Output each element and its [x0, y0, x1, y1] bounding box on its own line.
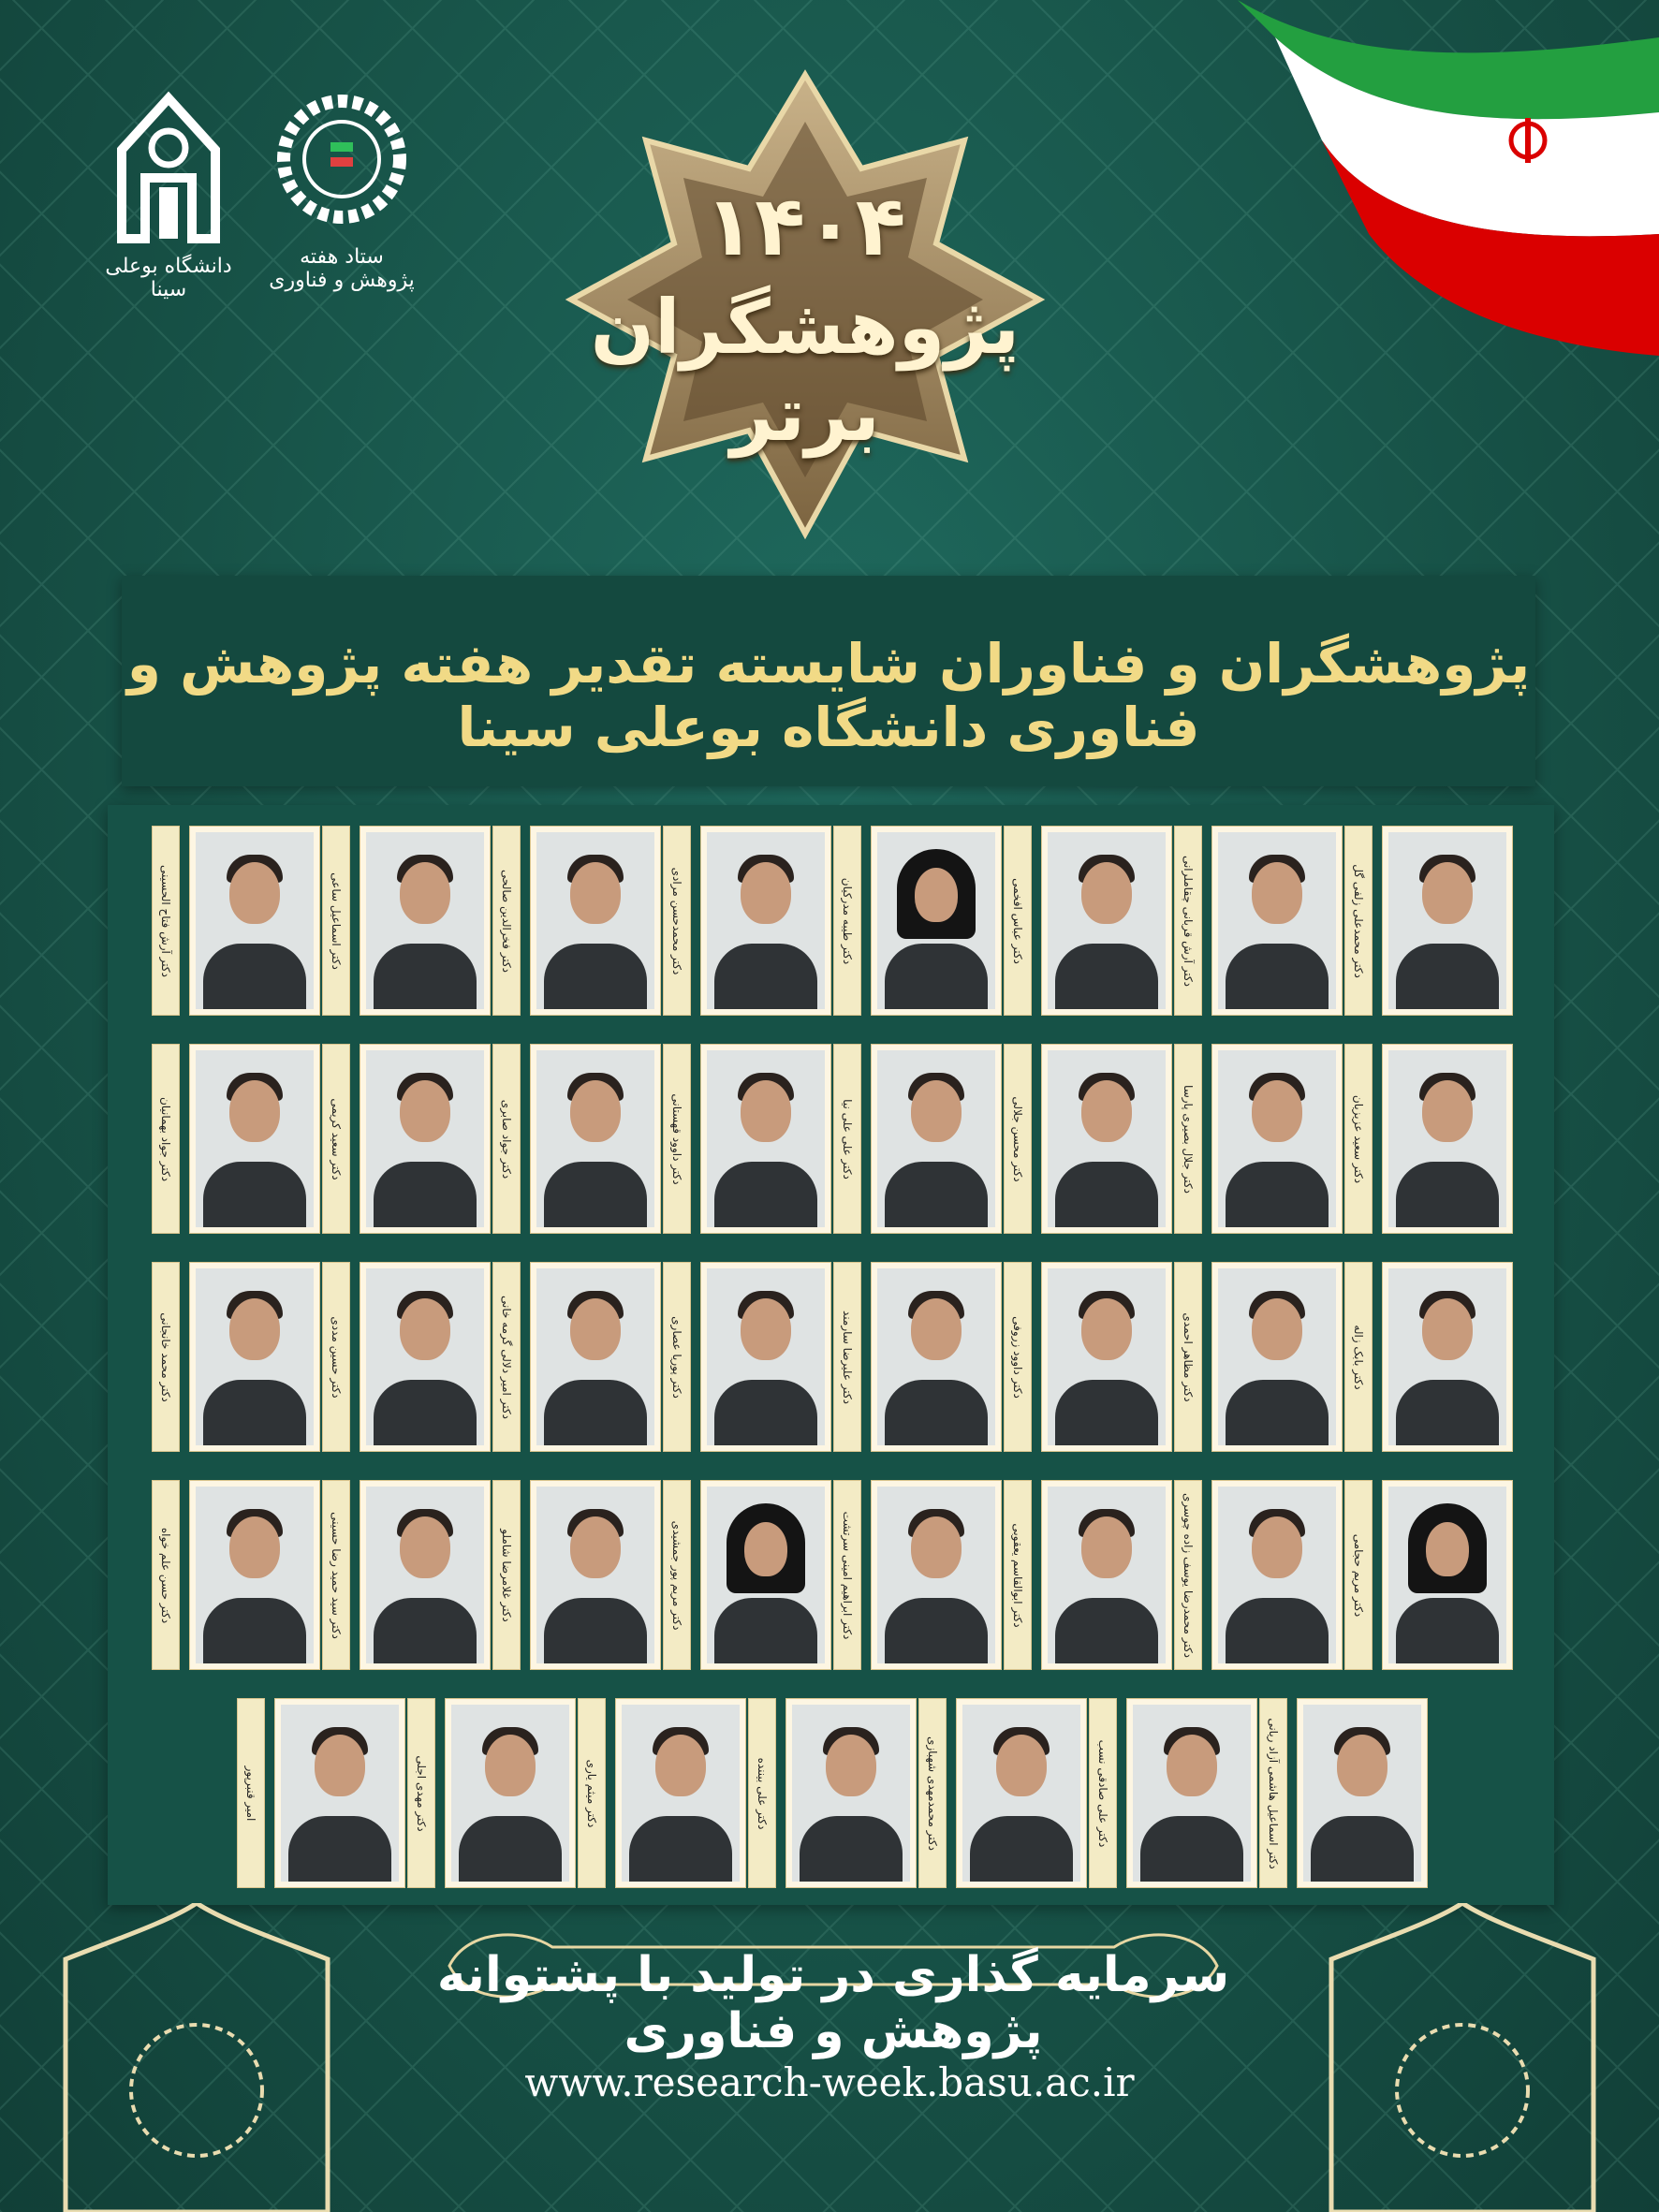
researcher-card [152, 1262, 320, 1454]
researcher-name-label [322, 1044, 350, 1234]
researcher-name: دکتر محمدمهدی شهبازی [925, 1736, 939, 1851]
researcher-photo [1382, 826, 1513, 1016]
researcher-card [407, 1698, 576, 1890]
researcher-name-label [1344, 1480, 1373, 1670]
researcher-name: دکتر بابک زاله [1351, 1324, 1365, 1390]
researcher-photo [1126, 1698, 1257, 1888]
researcher-photo [360, 1044, 491, 1234]
researcher-name: دکتر ابراهیم امینی سرتشت [840, 1511, 854, 1639]
researcher-name: دکتر عباس افخمی [1010, 877, 1024, 964]
researcher-name: دکتر سعید عزیزیان [1351, 1094, 1365, 1183]
researcher-name-label [1089, 1698, 1117, 1888]
researcher-photo [530, 1480, 661, 1670]
researcher-name: دکتر ابوالقاسم یعقوبی [1010, 1522, 1024, 1628]
researcher-name: دکتر میثم یاری [584, 1759, 598, 1827]
researcher-photo [871, 1480, 1002, 1670]
researcher-photo [1211, 1480, 1343, 1670]
researcher-name-label [492, 1480, 521, 1670]
researcher-photo [360, 1262, 491, 1452]
researcher-name-label [1004, 1044, 1032, 1234]
researcher-name-label [1174, 826, 1202, 1016]
researcher-card [1004, 1480, 1172, 1672]
researcher-card [833, 826, 1002, 1018]
researcher-name-label [1174, 1044, 1202, 1234]
researcher-card [492, 1480, 661, 1672]
researcher-name: دکتر غلامرضا شاملو [499, 1528, 513, 1622]
researcher-photo [1041, 826, 1172, 1016]
researcher-name: دکتر آرش فتاح الحسینی [158, 864, 172, 977]
researcher-card [322, 1044, 491, 1236]
researcher-name-label [407, 1698, 435, 1888]
researcher-photo [530, 1044, 661, 1234]
researcher-name: دکتر اسماعیل هاشمی آزاد ریانی [1266, 1717, 1280, 1869]
researcher-name-label [833, 1480, 861, 1670]
website-url[interactable]: www.research-week.basu.ac.ir [524, 2059, 1135, 2105]
researcher-name-label [492, 1044, 521, 1234]
researcher-photo [360, 826, 491, 1016]
researcher-photo [189, 1044, 320, 1234]
bu-university-label: دانشگاه بوعلی سینا [105, 255, 232, 301]
researcher-name-label [1344, 826, 1373, 1016]
researcher-card [152, 1044, 320, 1236]
research-week-icon [267, 84, 417, 234]
iran-flag-ribbon [1097, 0, 1659, 356]
researcher-photo [1211, 1262, 1343, 1452]
researcher-name: دکتر مریم پور جمشیدی [669, 1520, 683, 1630]
researcher-photo [1297, 1698, 1428, 1888]
researcher-name-label [1004, 1480, 1032, 1670]
researcher-card [492, 1262, 661, 1454]
researcher-card [1174, 826, 1343, 1018]
researcher-photo [700, 1044, 831, 1234]
researcher-name: دکتر علیرضا سارمند [840, 1310, 854, 1404]
researcher-name-label [663, 826, 691, 1016]
researcher-card [492, 1044, 661, 1236]
researcher-photo [1211, 1044, 1343, 1234]
researcher-name-label [1344, 1262, 1373, 1452]
researcher-card [1174, 1480, 1343, 1672]
researcher-name-label [1174, 1262, 1202, 1452]
researcher-photo [1041, 1044, 1172, 1234]
researcher-name: دکتر محسن جلالی [1010, 1095, 1024, 1182]
researcher-photo [189, 1480, 320, 1670]
researcher-photo [700, 826, 831, 1016]
researcher-name: دکتر مریم حجامی [1351, 1533, 1365, 1617]
researcher-card [1174, 1044, 1343, 1236]
researcher-name-label [492, 826, 521, 1016]
researcher-photo [360, 1480, 491, 1670]
researcher-photo [1211, 826, 1343, 1016]
researcher-photo [785, 1698, 917, 1888]
researcher-name-label [322, 1262, 350, 1452]
researcher-name-label [833, 826, 861, 1016]
emblem-text [562, 178, 1049, 458]
title-banner [122, 576, 1535, 786]
researcher-card [152, 826, 320, 1018]
researcher-photo [1382, 1262, 1513, 1452]
researcher-card [322, 1480, 491, 1672]
research-week-label: ستاد هفته پژوهش و فناوری [269, 245, 415, 292]
researcher-card [833, 1262, 1002, 1454]
researcher-name: دکتر طیبه مدرکیان [840, 877, 854, 964]
researcher-photo [189, 826, 320, 1016]
researcher-name-label [663, 1480, 691, 1670]
researcher-name-label [152, 1262, 180, 1452]
researcher-card [1344, 1480, 1513, 1672]
researchers-grid [108, 805, 1554, 1905]
researcher-photo [871, 1044, 1002, 1234]
researcher-name-label [663, 1262, 691, 1452]
researcher-name: دکتر علی علی نیا [840, 1098, 854, 1179]
researcher-name: دکتر داوود قهستانی [669, 1092, 683, 1185]
researcher-name: دکتر سعید کریمی [329, 1097, 343, 1180]
researcher-photo [1041, 1262, 1172, 1452]
researcher-photo [615, 1698, 746, 1888]
researcher-name: دکتر پوریا عصاری [669, 1315, 683, 1399]
researcher-card [1174, 1262, 1343, 1454]
researcher-card [663, 826, 831, 1018]
researcher-photo [530, 826, 661, 1016]
researcher-name: دکتر آرش قربانی چقاملرانی [1181, 855, 1195, 987]
researcher-card [237, 1698, 405, 1890]
research-week-logo [267, 84, 417, 292]
researcher-name-label [152, 1044, 180, 1234]
emblem-year: ۱۴۰۴ [704, 178, 906, 274]
banner-title: پژوهشگران و فناوران شایسته تقدیر هفته پژوهش و فناوری دانشگاه بوعلی سینا [126, 632, 1531, 759]
researcher-card [1259, 1698, 1428, 1890]
researcher-photo [530, 1262, 661, 1452]
emblem-title: پژوهشگران برتر [590, 284, 1020, 458]
researcher-card [1004, 826, 1172, 1018]
researcher-name: دکتر محمد خانجانی [158, 1311, 172, 1402]
ornament-corner-left [56, 1903, 337, 2212]
researcher-photo [1382, 1044, 1513, 1234]
slogan-text: سرمایه گذاری در تولید با پشتوانه پژوهش و فناوری [436, 1947, 1230, 2059]
researcher-card [833, 1480, 1002, 1672]
researcher-name-label [1174, 1480, 1202, 1670]
researcher-name-label [578, 1698, 606, 1888]
researcher-name-label [237, 1698, 265, 1888]
researcher-name: دکتر مظاهر احمدی [1181, 1311, 1195, 1402]
researcher-name-label [1004, 1262, 1032, 1452]
researcher-photo [700, 1480, 831, 1670]
researcher-name-label [833, 1044, 861, 1234]
researcher-name-label [663, 1044, 691, 1234]
researcher-card [663, 1044, 831, 1236]
researcher-card [492, 826, 661, 1018]
researcher-card [322, 826, 491, 1018]
researcher-name: دکتر محمدحسن مرادی [669, 867, 683, 974]
researcher-name: امیر قنبرپور [243, 1765, 257, 1821]
researcher-name: دکتر علی صادقی نسب [1095, 1739, 1109, 1847]
researcher-photo [871, 826, 1002, 1016]
researcher-name: دکتر حسن علم خواه [158, 1527, 172, 1623]
researcher-photo [956, 1698, 1087, 1888]
researcher-photo [1041, 1480, 1172, 1670]
researcher-card [918, 1698, 1087, 1890]
researcher-name: دکتر محمدرضا یوسف زاده چوسری [1181, 1492, 1195, 1658]
researcher-name-label [322, 826, 350, 1016]
researcher-name: دکتر محمدعلی زلفی گل [1351, 863, 1365, 978]
researcher-photo [871, 1262, 1002, 1452]
researcher-name-label [322, 1480, 350, 1670]
researcher-photo [1382, 1480, 1513, 1670]
researcher-card [1344, 1262, 1513, 1454]
researcher-name: دکتر داوود زروفی [1010, 1315, 1024, 1399]
researcher-card [152, 1480, 320, 1672]
researcher-name-label [918, 1698, 947, 1888]
ornament-corner-right [1322, 1903, 1603, 2212]
researcher-name: دکتر اسماعیل ساعی [329, 872, 343, 970]
researcher-name-label [152, 1480, 180, 1670]
researcher-photo [445, 1698, 576, 1888]
researcher-name-label [748, 1698, 776, 1888]
researcher-name-label [492, 1262, 521, 1452]
researcher-photo [189, 1262, 320, 1452]
researcher-name: دکتر جواد بهمانیان [158, 1096, 172, 1181]
researcher-card [1089, 1698, 1257, 1890]
researcher-name-label [152, 826, 180, 1016]
researcher-card [1344, 826, 1513, 1018]
researcher-card [1004, 1262, 1172, 1454]
researcher-card [322, 1262, 491, 1454]
researcher-name: دکتر سید حمید رضا حسینی [329, 1511, 343, 1639]
researcher-card [833, 1044, 1002, 1236]
researcher-name: دکتر جواد صابری [499, 1099, 513, 1179]
researcher-name: دکتر امیر دلالی گرمه خانی [499, 1295, 513, 1419]
researcher-name: دکتر حسین مددی [329, 1315, 343, 1399]
researcher-name: دکتر علی بیننده [755, 1757, 769, 1829]
researcher-card [748, 1698, 917, 1890]
researcher-card [1344, 1044, 1513, 1236]
researcher-photo [700, 1262, 831, 1452]
researcher-name: دکتر مهدی اجلی [414, 1754, 428, 1832]
researcher-name: دکتر جلال بصیری پارسا [1181, 1084, 1195, 1194]
researcher-name: دکتر فخرالدین صالحی [499, 869, 513, 973]
researcher-photo [274, 1698, 405, 1888]
researcher-card [578, 1698, 746, 1890]
researcher-name-label [833, 1262, 861, 1452]
researcher-card [663, 1262, 831, 1454]
researcher-name-label [1004, 826, 1032, 1016]
researcher-name-label [1259, 1698, 1287, 1888]
researcher-card [663, 1480, 831, 1672]
bu-university-icon [103, 84, 234, 243]
bu-university-logo [94, 84, 243, 301]
researcher-card [1004, 1044, 1172, 1236]
researcher-name-label [1344, 1044, 1373, 1234]
